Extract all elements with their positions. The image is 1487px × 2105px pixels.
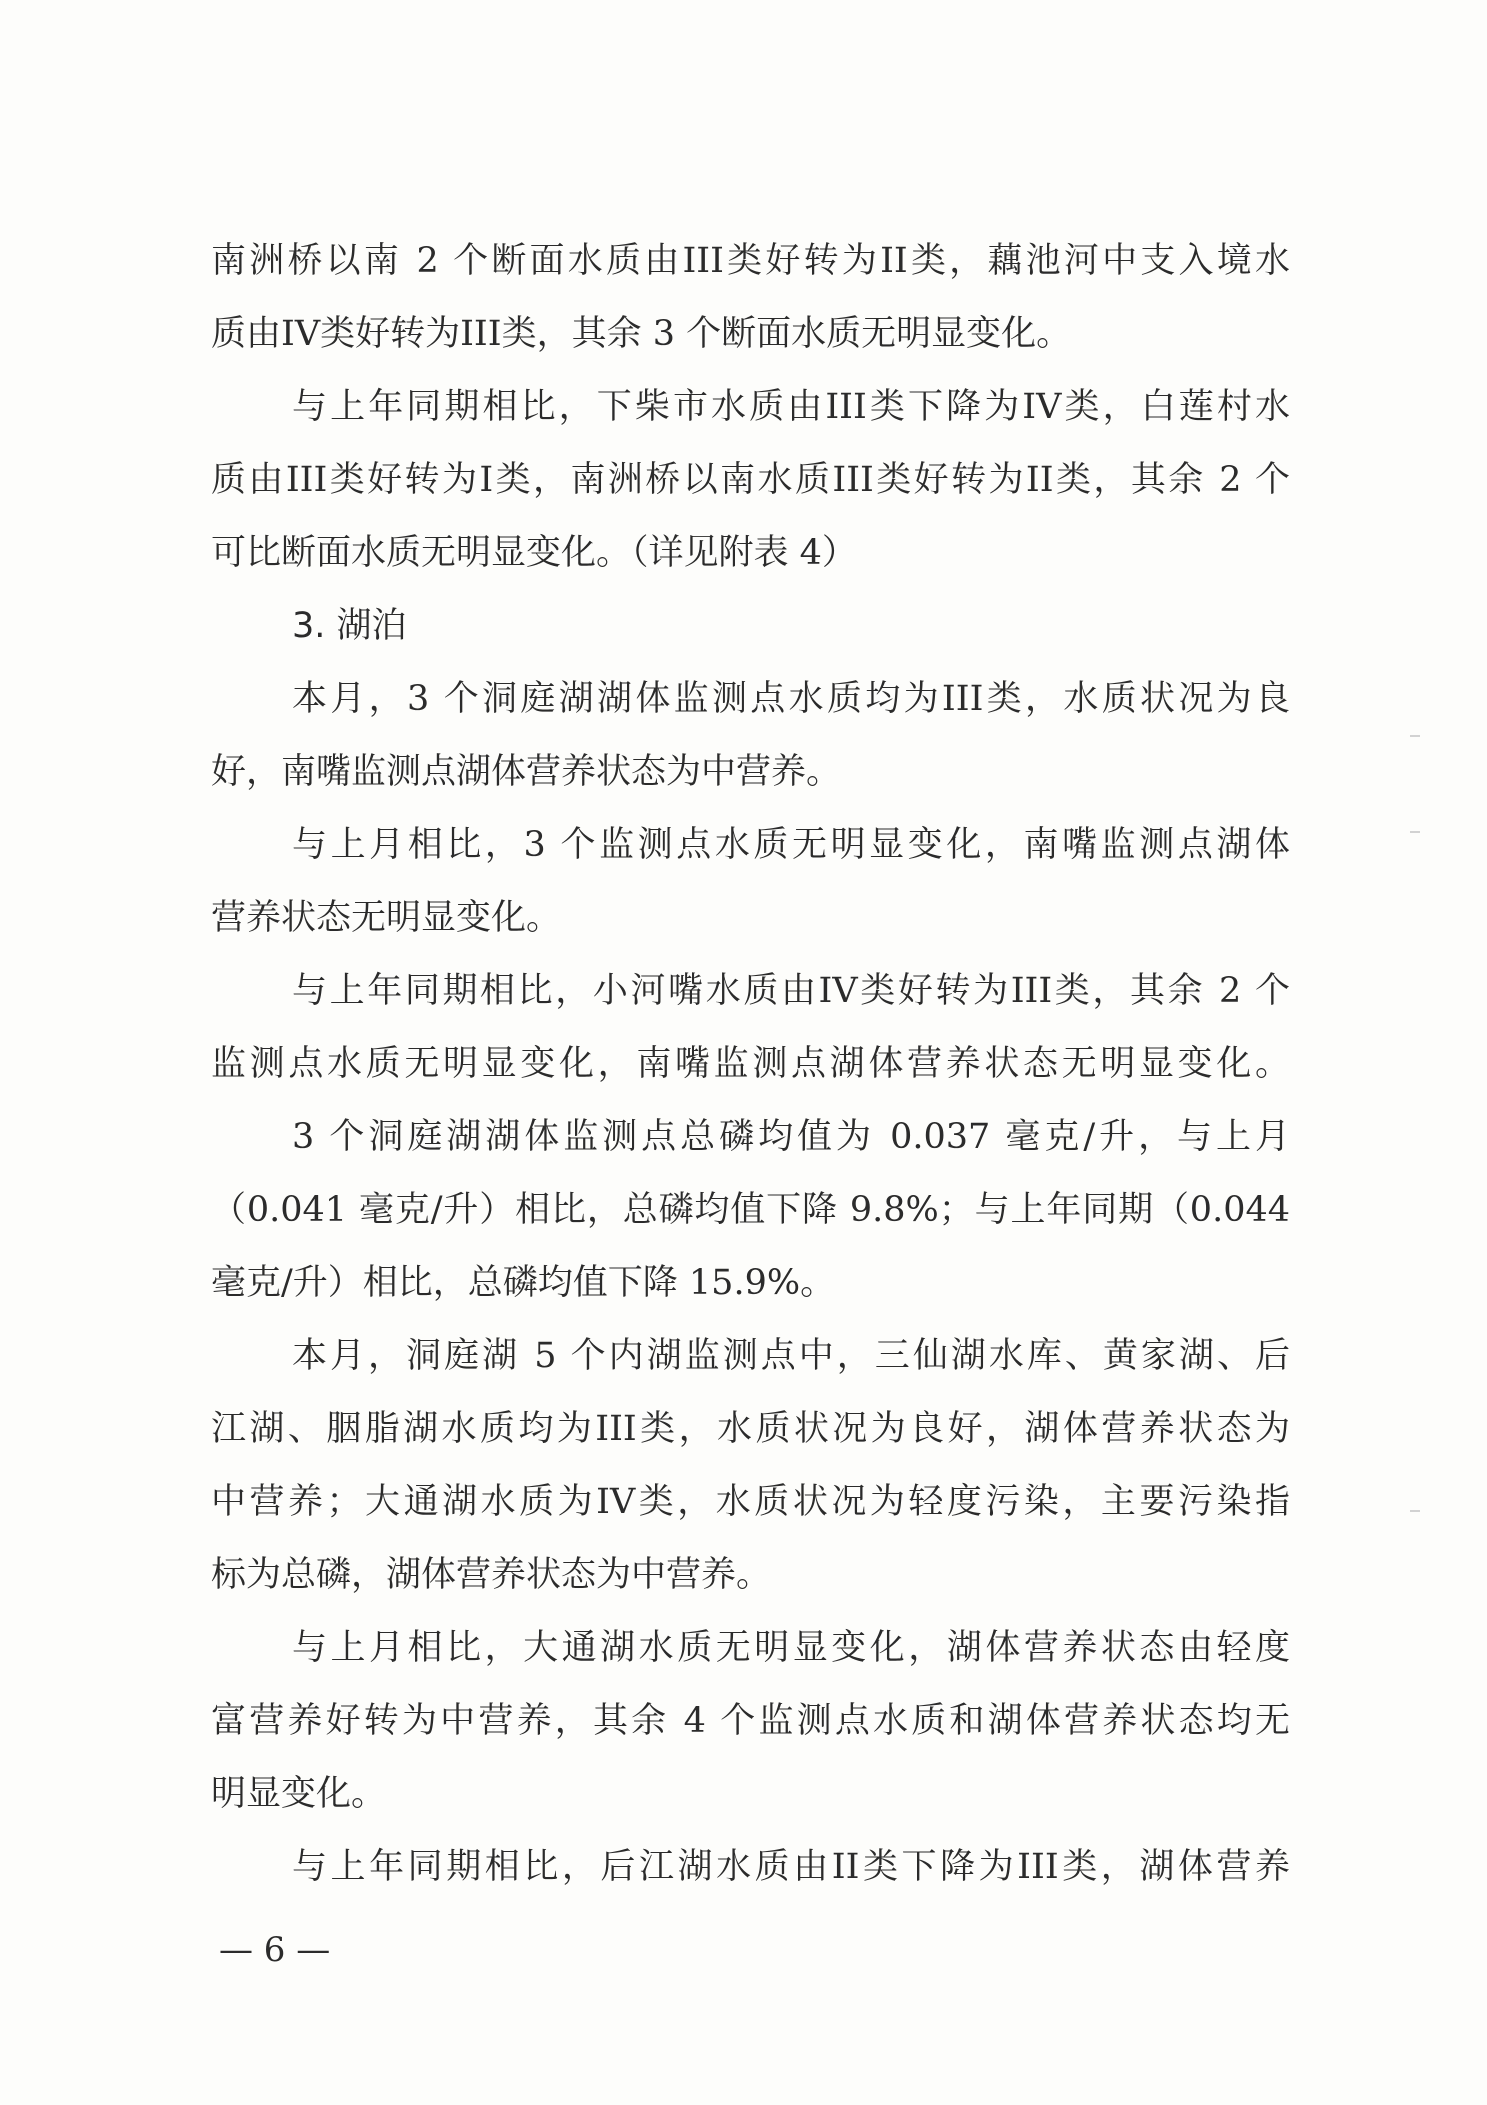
text-line-2: 质由IV类好转为III类，其余 3 个断面水质无明显变化。: [211, 314, 1072, 354]
text-line-12: 监测点水质无明显变化，南嘴监测点湖体营养状态无明显变化。: [211, 1044, 1290, 1084]
text-line-15: 毫克/升）相比，总磷均值下降 15.9%。: [211, 1263, 836, 1303]
text-line-7: 本月，3 个洞庭湖湖体监测点水质均为III类，水质状况为良: [292, 679, 1290, 719]
text-line-1: 南洲桥以南 2 个断面水质由III类好转为II类，藕池河中支入境水: [211, 241, 1290, 281]
text-line-19: 标为总磷，湖体营养状态为中营养。: [211, 1555, 772, 1595]
text-line-8: 好，南嘴监测点湖体营养状态为中营养。: [211, 752, 842, 792]
body-text: [211, 225, 1290, 1904]
text-line-11: 与上年同期相比，小河嘴水质由IV类好转为III类，其余 2 个: [292, 971, 1290, 1011]
text-line-21: 富营养好转为中营养，其余 4 个监测点水质和湖体营养状态均无: [211, 1701, 1290, 1741]
text-line-23: 与上年同期相比，后江湖水质由II类下降为III类，湖体营养: [292, 1847, 1290, 1887]
page-number: — 6 —: [219, 1930, 331, 1970]
text-line-13: 3 个洞庭湖湖体监测点总磷均值为 0.037 毫克/升，与上月: [292, 1117, 1290, 1157]
text-line-9: 与上月相比，3 个监测点水质无明显变化，南嘴监测点湖体: [292, 825, 1290, 865]
text-line-16: 本月，洞庭湖 5 个内湖监测点中，三仙湖水库、黄家湖、后: [292, 1336, 1290, 1376]
text-line-17: 江湖、胭脂湖水质均为III类，水质状况为良好，湖体营养状态为: [211, 1409, 1290, 1449]
text-line-14: （0.041 毫克/升）相比，总磷均值下降 9.8%；与上年同期（0.044: [211, 1190, 1290, 1230]
text-line-20: 与上月相比，大通湖水质无明显变化，湖体营养状态由轻度: [292, 1628, 1290, 1668]
scan-mark: [1410, 1510, 1420, 1512]
text-line-18: 中营养；大通湖水质为IV类，水质状况为轻度污染，主要污染指: [211, 1482, 1290, 1522]
section-heading-lakes: 3. 湖泊: [292, 606, 407, 646]
text-line-5: 可比断面水质无明显变化。（详见附表 4）: [211, 533, 857, 573]
text-line-3: 与上年同期相比，下柴市水质由III类下降为IV类，白莲村水: [292, 387, 1290, 427]
text-line-22: 明显变化。: [211, 1774, 387, 1814]
scan-mark: [1410, 735, 1420, 737]
text-line-4: 质由III类好转为I类，南洲桥以南水质III类好转为II类，其余 2 个: [211, 460, 1290, 500]
text-line-10: 营养状态无明显变化。: [211, 898, 562, 938]
scan-mark: [1410, 831, 1420, 833]
